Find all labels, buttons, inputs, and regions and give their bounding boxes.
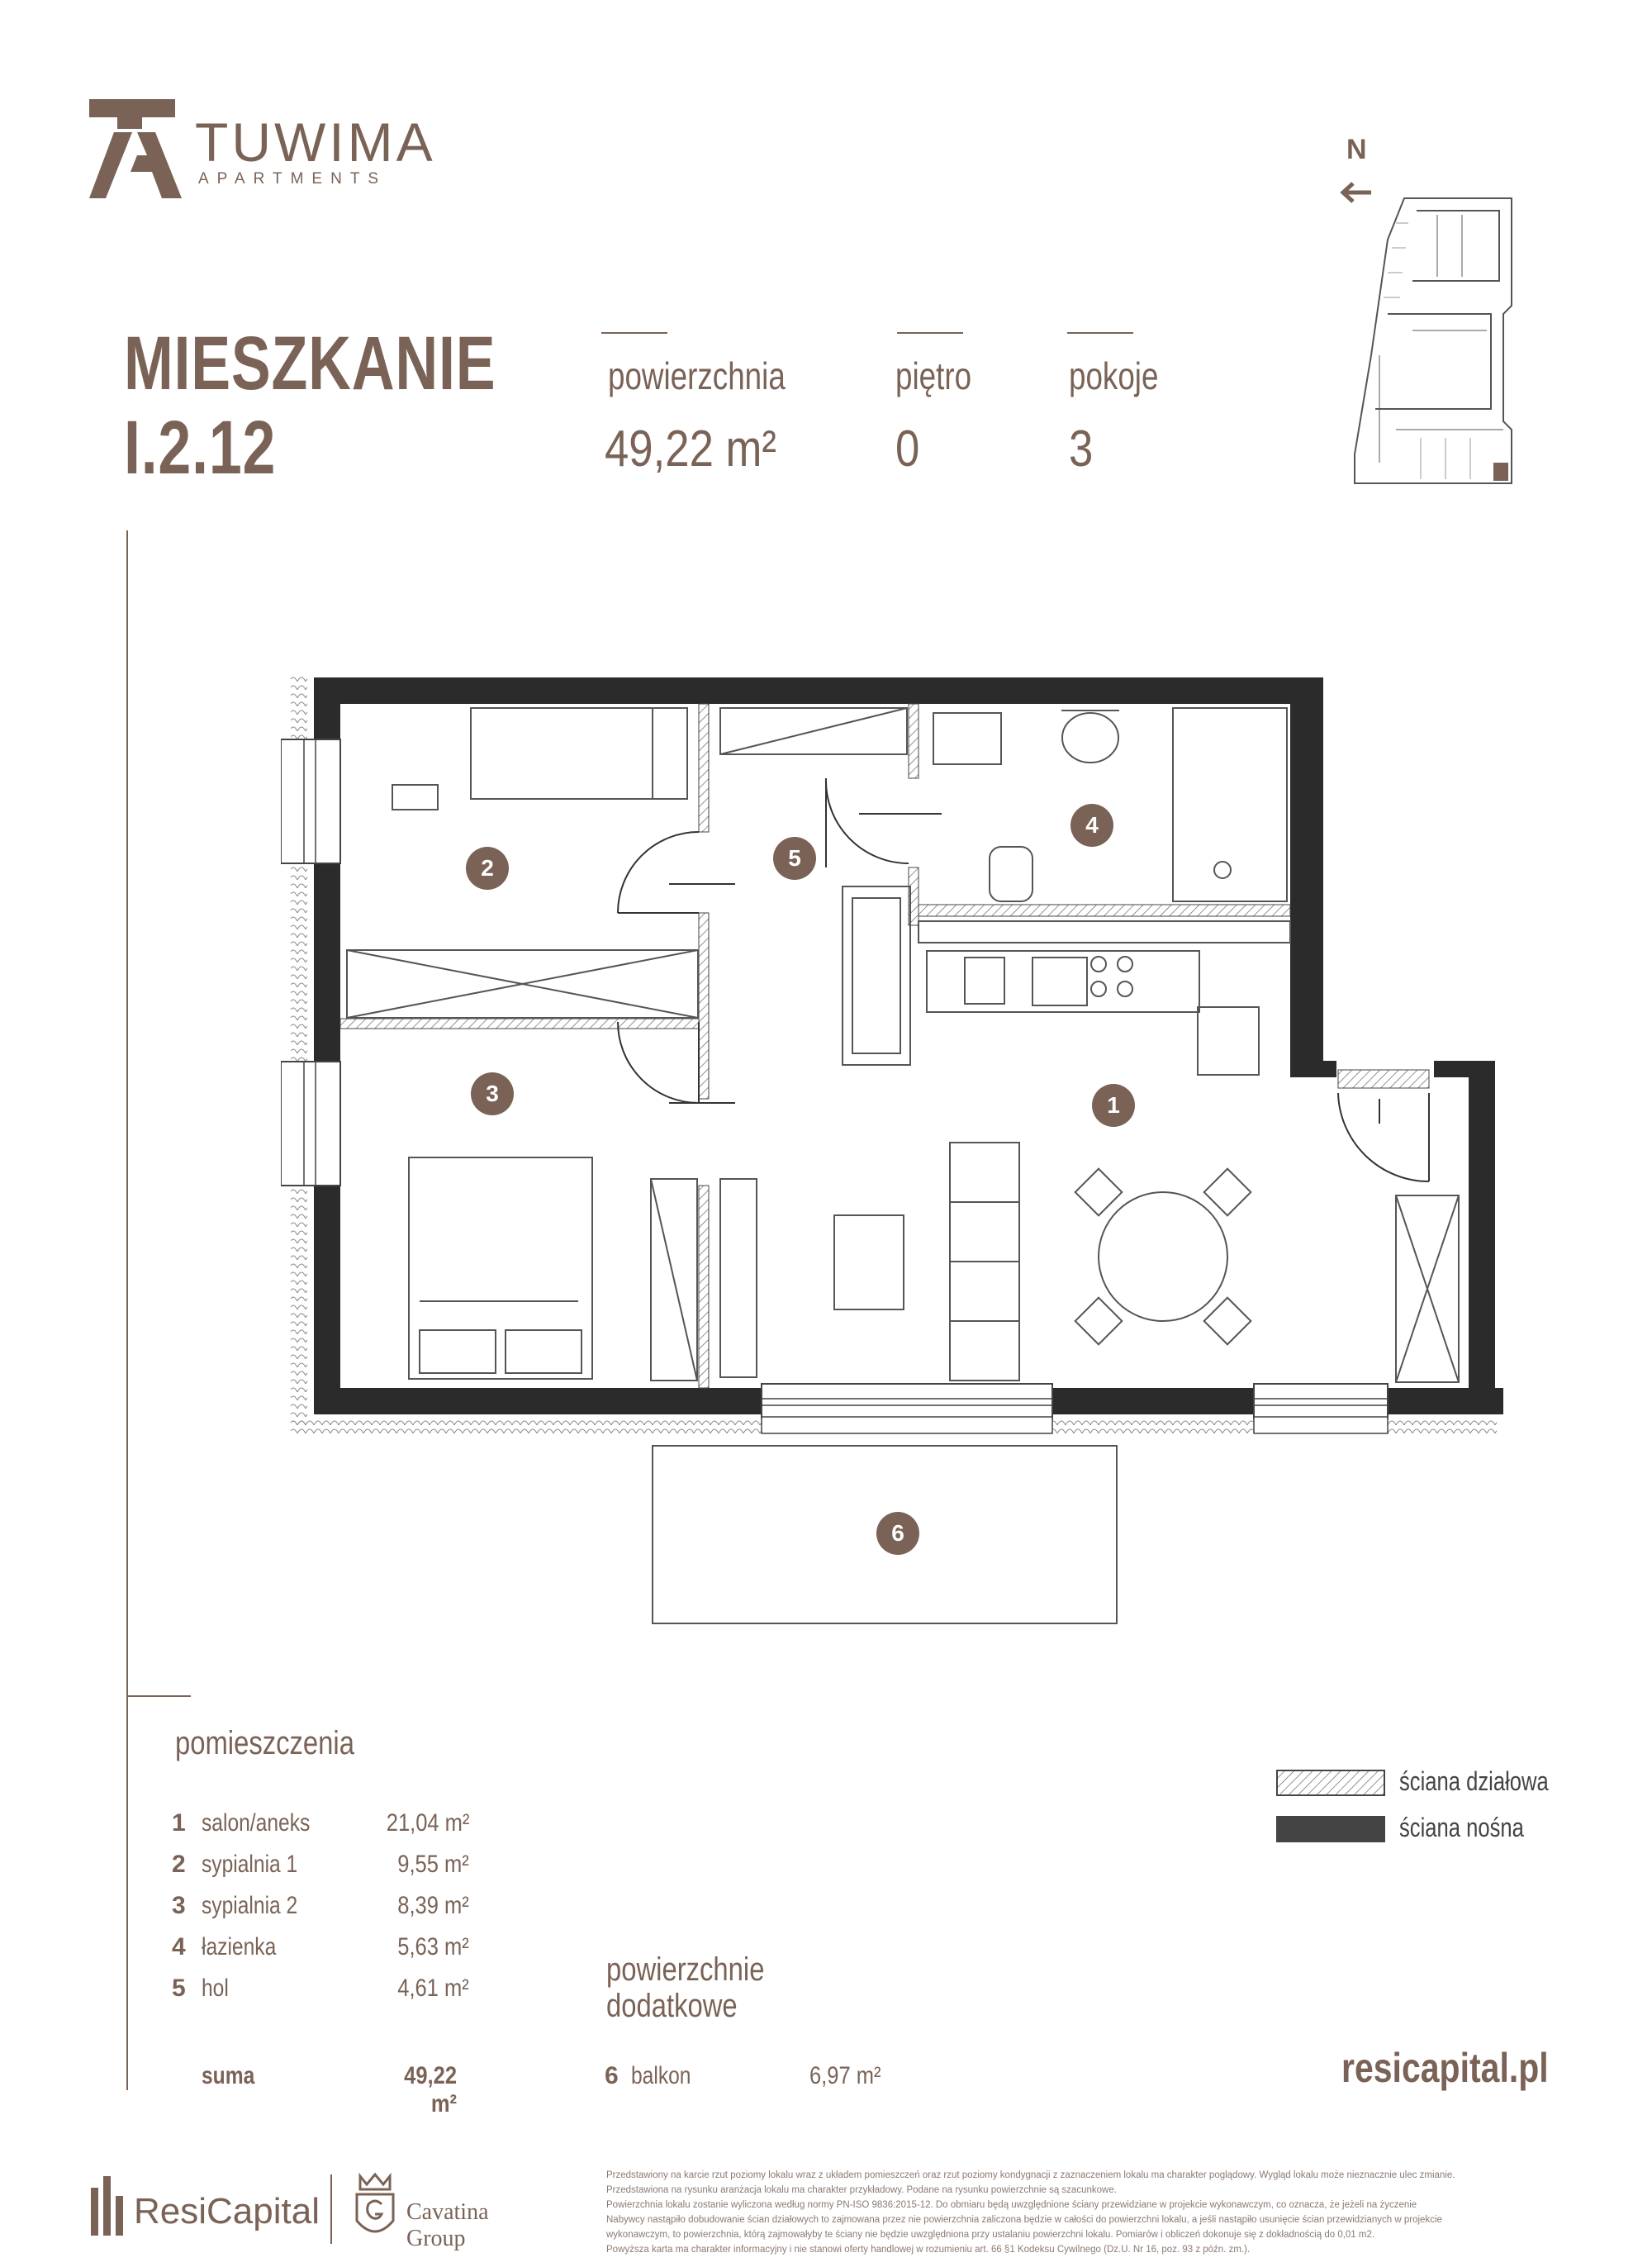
key-plan-map [1338,190,1520,487]
cavatina-name-line2: Group [406,2226,466,2251]
sum-value: 49,22 m² [404,2062,457,2117]
floor-value: 0 [895,421,920,478]
disclaimer [606,2168,1548,2260]
resicapital-logo [89,2176,320,2239]
legend-partition-swatch [1276,1770,1385,1796]
rooms-rule [1067,332,1133,334]
area-label: powierzchnia [608,354,786,397]
list-item: 4 łazienka 5,63 m² [172,1933,469,1960]
rooms-heading: pomieszczenia [175,1725,354,1761]
extra-name: balkon [631,2062,691,2089]
page-title-line1: MIESZKANIE [124,321,496,406]
list-item: 2 sypialnia 1 9,55 m² [172,1851,469,1878]
extra-heading-line1: powierzchnie [606,1951,765,1988]
resicapital-mark-icon [89,2176,126,2236]
extra-area: 6,97 m² [809,2062,881,2089]
plan-badge-6: 6 [876,1512,919,1555]
rooms-label: pokoje [1069,354,1159,397]
north-label: N [1346,134,1367,165]
extra-num: 6 [605,2062,619,2089]
floor-rule [897,332,963,334]
list-item: 3 sypialnia 2 8,39 m² [172,1892,469,1919]
page-title-line2: I.2.12 [124,406,277,490]
left-vertical-rule [126,530,128,2090]
plan-badge-3: 3 [471,1072,514,1115]
cavatina-name-line1: Cavatina [406,2199,489,2225]
plan-badge-4: 4 [1070,804,1113,847]
area-rule [601,332,667,334]
extra-heading-line2: dodatkowe [606,1988,738,2024]
disclaimer-line: wykonawczym, to powierzchnia, którą zajmowałyby te ściany nie będzie uwzględniona przy ustalaniu powierzchni lokalu. Pomiarów i obliczeń dokonuje się z dokładnością do 0,01 m2. [606,2230,1375,2240]
legend-partition-label: ściana działowa [1399,1766,1549,1796]
rooms-value: 3 [1069,421,1094,478]
plan-badge-1: 1 [1092,1084,1135,1127]
plan-badge-5: 5 [773,837,816,880]
floor-label: piętro [895,354,972,397]
sum-label: suma [202,2062,255,2089]
resicapital-name: ResiCapital [134,2191,320,2231]
section-rule [126,1695,191,1697]
disclaimer-line: Powierzchnia lokalu zostanie wyliczona według normy PN-ISO 9836:2015-12. Do obmiaru będą uwzględnione ściany przewidziane w projekcie wykonawczym, co oznacza, że jeżeli na życzenie [606,2200,1417,2210]
disclaimer-line: Nabywcy nastąpiło dobudowanie ścian działowych to zajmowana przez nie powierzchnia zaliczona będzie w całości do powierzchni lokalu, a jeśli nastąpiło usunięcie ścian przewidzianych w projekcie [606,2215,1442,2225]
disclaimer-line: Powyższa karta ma charakter informacyjny i nie stanowi oferty handlowej w rozumieniu art. 66 §1 Kodeksu Cywilnego (Dz.U. Nr 16, poz. 93 z późn. zm.). [606,2245,1251,2255]
brand-logo [89,99,436,200]
website-link[interactable]: resicapital.pl [1341,2045,1549,2091]
list-item: 5 hol 4,61 m² [172,1975,469,2002]
legend-bearing-label: ściana nośna [1399,1813,1524,1842]
disclaimer-line: Przedstawiony na karcie rzut poziomy lokalu wraz z układem pomieszczeń oraz rzut poziomy kondygnacji z zaznaczeniem lokalu ma charakter poglądowy. Wygląd lokalu może nieznacznie ulec zmianie. [606,2170,1455,2180]
cavatina-crest-icon [354,2171,396,2244]
footer-divider [330,2174,332,2244]
legend-bearing-swatch [1276,1816,1385,1842]
cavatina-logo [354,2171,527,2251]
plan-badge-2: 2 [466,847,509,890]
area-value: 49,22 m² [605,421,776,478]
disclaimer-line: Przedstawiona na rysunku aranżacja lokalu ma charakter przykładowy. Podane na rysunku powierzchnie są szacunkowe. [606,2185,1117,2195]
brand-name: TUWIMA [195,112,436,173]
list-item: 1 salon/aneks 21,04 m² [172,1809,469,1837]
brand-sub: APARTMENTS [198,170,387,188]
tuwima-logo-icon [89,99,182,200]
rooms-list [172,1809,469,2024]
floor-plan [281,673,1503,1648]
